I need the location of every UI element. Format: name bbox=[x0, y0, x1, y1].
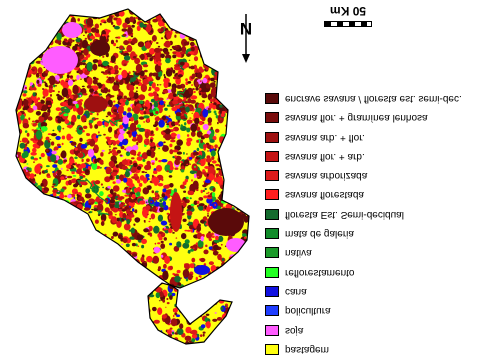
legend-label: encrave savana / floresta est. semi-dec. bbox=[285, 93, 462, 104]
legend-item bbox=[265, 225, 495, 244]
legend-label: savana flor. + gramínea lenhosa bbox=[285, 112, 428, 124]
legend-item bbox=[265, 341, 495, 360]
legend-item bbox=[265, 264, 495, 283]
legend-swatch bbox=[265, 267, 279, 278]
legend-label: pastagem bbox=[285, 343, 329, 355]
legend-label: reflorestamento bbox=[285, 266, 355, 278]
legend-label: savana arborizada bbox=[285, 170, 368, 182]
legend-swatch bbox=[265, 170, 279, 181]
legend-swatch bbox=[265, 286, 279, 297]
scale-track bbox=[324, 21, 372, 27]
legend-item bbox=[265, 322, 495, 341]
legend-label: mata de galeria bbox=[285, 228, 354, 240]
north-letter: N bbox=[239, 19, 253, 38]
legend-item bbox=[265, 148, 495, 167]
legend-item bbox=[265, 244, 495, 263]
legend-swatch bbox=[265, 112, 279, 123]
legend-swatch bbox=[265, 344, 279, 355]
legend-label: soja bbox=[285, 324, 304, 336]
legend-swatch bbox=[265, 209, 279, 220]
legend-label: savana flor. + arb. bbox=[285, 150, 365, 162]
legend-label: cana bbox=[285, 285, 307, 297]
legend-swatch bbox=[265, 189, 279, 200]
legend-label: floresta Est. Semi-decidual bbox=[285, 208, 404, 220]
legend-item bbox=[265, 109, 495, 128]
legend-item bbox=[265, 283, 495, 302]
legend-item bbox=[265, 129, 495, 148]
legend-swatch bbox=[265, 151, 279, 162]
legend-label: policultura bbox=[285, 305, 331, 317]
legend-item bbox=[265, 186, 495, 205]
legend-swatch bbox=[265, 247, 279, 258]
legend-label: savana florestada bbox=[285, 189, 364, 201]
scale-label: 50 Km bbox=[329, 4, 367, 18]
legend-swatch bbox=[265, 132, 279, 143]
legend-item bbox=[265, 206, 495, 225]
north-arrow-icon bbox=[236, 12, 256, 64]
scale-bar bbox=[322, 4, 374, 28]
legend-item bbox=[265, 302, 495, 321]
legend-swatch bbox=[265, 305, 279, 316]
legend-item bbox=[265, 167, 495, 186]
legend-swatch bbox=[265, 325, 279, 336]
legend-label: nativa bbox=[285, 247, 312, 259]
north-arrow bbox=[236, 12, 256, 64]
legend bbox=[265, 90, 495, 360]
legend-swatch bbox=[265, 93, 279, 104]
legend-swatch bbox=[265, 228, 279, 239]
legend-label: savana arb. + flor. bbox=[285, 131, 365, 143]
legend-item bbox=[265, 90, 495, 109]
